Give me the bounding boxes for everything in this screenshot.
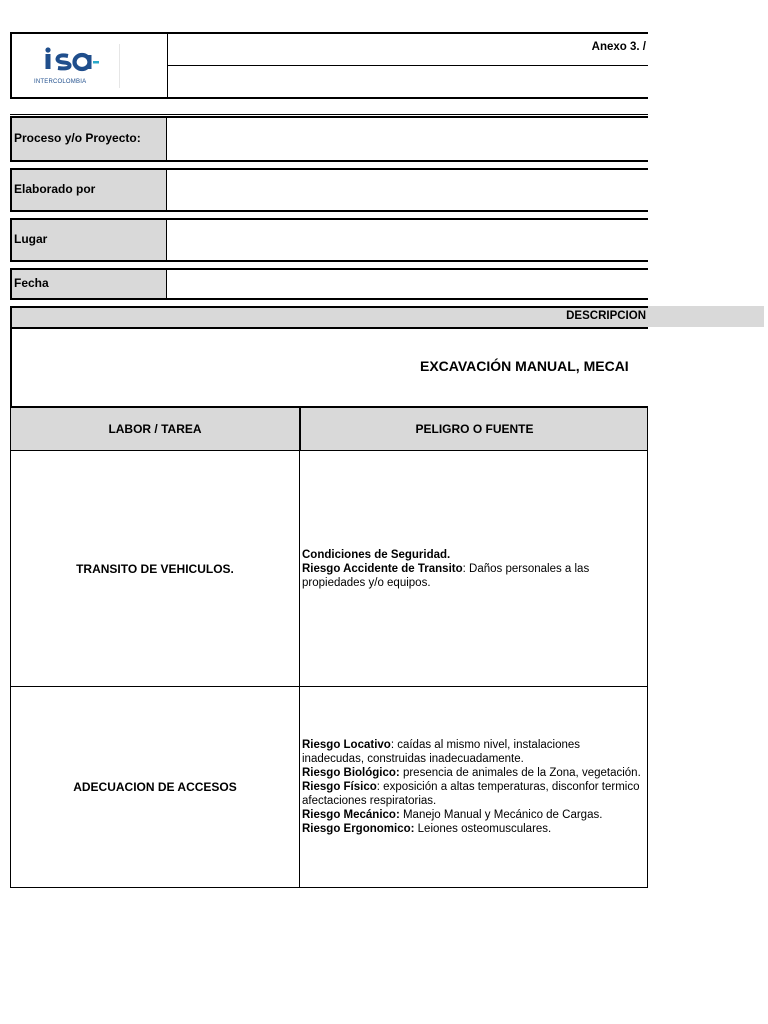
process-label: Proceso y/o Proyecto: (10, 116, 167, 160)
company-logo (34, 44, 120, 88)
col-header-hazard: PELIGRO O FUENTE (300, 408, 648, 450)
date-label: Fecha (10, 268, 167, 298)
hazard-item: Riesgo Accidente de Transito (302, 562, 463, 575)
hazard-item: Riesgo Ergonomico: (302, 823, 415, 835)
hazard-item: Riesgo Biológico: (302, 767, 400, 779)
hazard-cell: Riesgo Locativo: caídas al mismo nivel, instalaciones inadecudas, construidas inadecuadamente. Riesgo Biológico: presencia de animales de la Zona, vegetación. Riesgo Físico: exposición a altas temperaturas, disconfor termico afectaciones respiratorias. Riesgo Mecánico: Manejo Manual y Mecánico de Cargas. Riesgo Ergonomico: Leiones osteomusculares. (302, 739, 641, 835)
isa-logo-icon (34, 44, 120, 74)
hazard-item: Riesgo Locativo (302, 739, 391, 751)
date-field[interactable] (168, 268, 648, 298)
logo-subtext: INTERCOLOMBIA (34, 79, 87, 85)
hazard-cell: Condiciones de Seguridad. Riesgo Accidente de Transito: Daños personales a las propiedades y/o equipos. (302, 548, 590, 589)
task-cell: ADECUACION DE ACCESOS (73, 780, 237, 794)
hazard-item: Riesgo Mecánico: (302, 809, 400, 821)
task-cell: TRANSITO DE VEHICULOS. (76, 561, 234, 576)
annex-title: Anexo 3. / (591, 41, 646, 53)
process-field[interactable] (168, 116, 648, 160)
place-field[interactable] (168, 218, 648, 260)
prepared-by-label: Elaborado por (10, 168, 167, 210)
hazard-item: Riesgo Físico (302, 781, 377, 793)
table-row (11, 687, 299, 887)
table-row (11, 451, 299, 686)
activity-title: EXCAVACIÓN MANUAL, MECAI (420, 358, 629, 374)
hazard-item: Condiciones de Seguridad. (302, 548, 451, 561)
prepared-by-field[interactable] (168, 168, 648, 210)
place-label: Lugar (10, 218, 167, 260)
description-header: DESCRIPCIÓN (566, 310, 646, 322)
col-header-task: LABOR / TAREA (10, 408, 299, 450)
